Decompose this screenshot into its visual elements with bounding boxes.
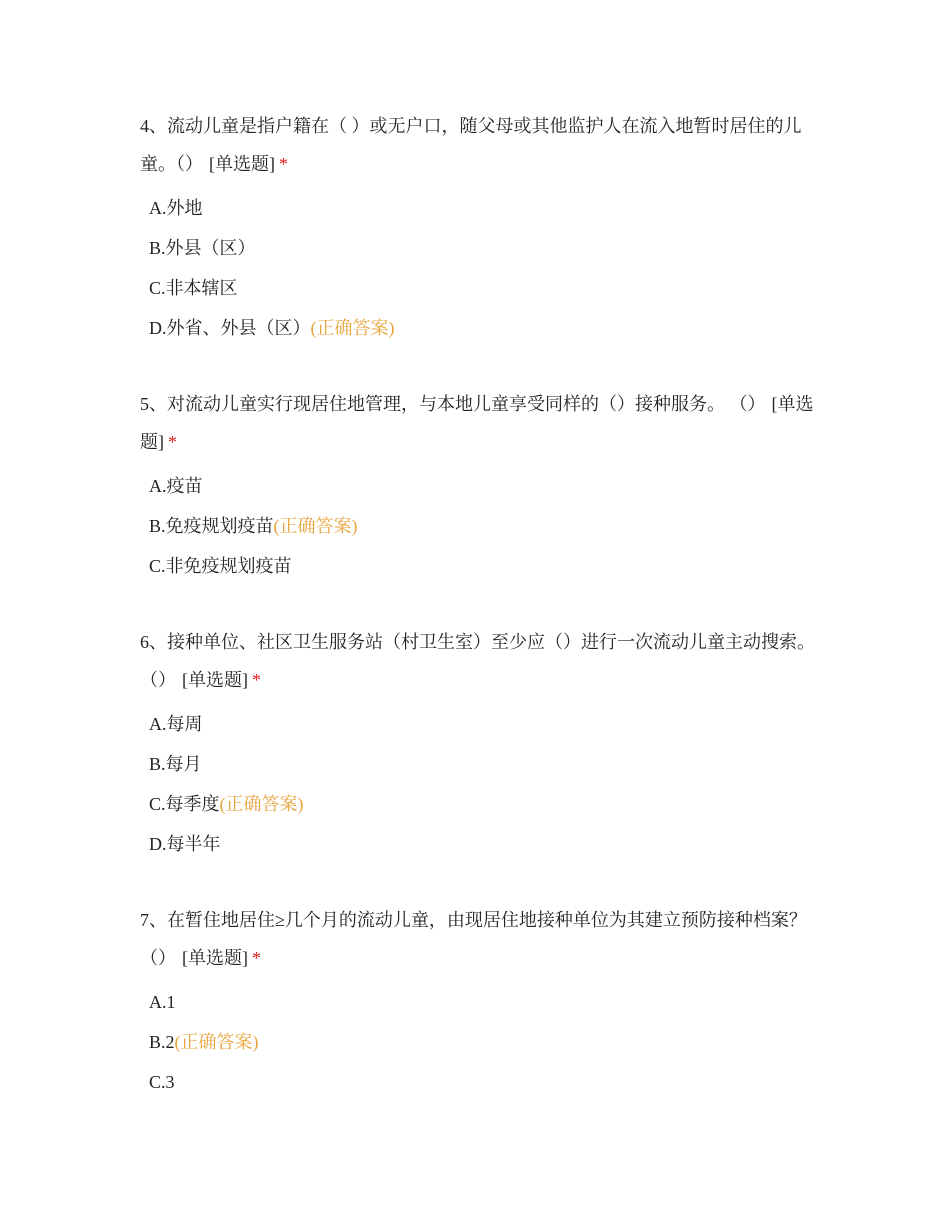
question-text: 5、对流动儿童实行现居住地管理，与本地儿童享受同样的（）接种服务。 （） [140, 394, 766, 414]
option-a [149, 704, 820, 744]
required-mark: * [252, 948, 261, 968]
option-list [140, 466, 820, 586]
option-label: B.免疫规划疫苗 [149, 516, 274, 536]
option-label: C.非本辖区 [149, 278, 238, 298]
question-type: [单选题] [140, 394, 814, 452]
option-label: A.1 [149, 992, 176, 1012]
question-title [140, 107, 820, 183]
option-list [140, 704, 820, 864]
option-a [149, 188, 820, 228]
option-a [149, 982, 820, 1022]
option-label: C.每季度 [149, 794, 220, 814]
required-mark: * [252, 670, 261, 690]
option-d [149, 308, 820, 348]
required-mark: * [279, 154, 288, 174]
quiz-page [140, 107, 820, 1139]
option-label: B.2 [149, 1032, 175, 1052]
option-b [149, 506, 820, 546]
question-text: 7、在暂住地居住≥几个月的流动儿童，由现居住地接种单位为其建立预防接种档案？（） [140, 910, 807, 968]
question-title [140, 623, 820, 699]
option-label: A.外地 [149, 198, 203, 218]
correct-answer-tag: (正确答案) [273, 516, 358, 536]
question-type: [单选题] [182, 948, 248, 968]
option-label: A.每周 [149, 714, 203, 734]
question-5 [140, 385, 820, 586]
option-label: C.3 [149, 1072, 175, 1092]
correct-answer-tag: (正确答案) [219, 794, 304, 814]
question-title [140, 385, 820, 461]
option-list [140, 982, 820, 1102]
option-c [149, 268, 820, 308]
option-c [149, 546, 820, 586]
option-c [149, 784, 820, 824]
question-6 [140, 623, 820, 864]
option-b [149, 1022, 820, 1062]
option-label: B.每月 [149, 754, 202, 774]
option-c [149, 1062, 820, 1102]
option-label: C.非免疫规划疫苗 [149, 556, 292, 576]
option-label: A.疫苗 [149, 476, 203, 496]
required-mark: * [168, 432, 177, 452]
option-d [149, 824, 820, 864]
question-type: [单选题] [209, 154, 275, 174]
question-text: 4、流动儿童是指户籍在（ ）或无户口，随父母或其他监护人在流入地暂时居住的儿童。（） [140, 116, 802, 174]
option-list [140, 188, 820, 348]
question-title [140, 901, 820, 977]
option-b [149, 228, 820, 268]
option-a [149, 466, 820, 506]
question-text: 6、接种单位、社区卫生服务站（村卫生室）至少应（）进行一次流动儿童主动搜索。（） [140, 632, 815, 690]
option-label: B.外县（区） [149, 238, 256, 258]
option-label: D.每半年 [149, 834, 221, 854]
option-b [149, 744, 820, 784]
question-7 [140, 901, 820, 1102]
correct-answer-tag: (正确答案) [310, 318, 395, 338]
option-label: D.外省、外县（区） [149, 318, 311, 338]
correct-answer-tag: (正确答案) [174, 1032, 259, 1052]
question-4 [140, 107, 820, 348]
question-type: [单选题] [182, 670, 248, 690]
